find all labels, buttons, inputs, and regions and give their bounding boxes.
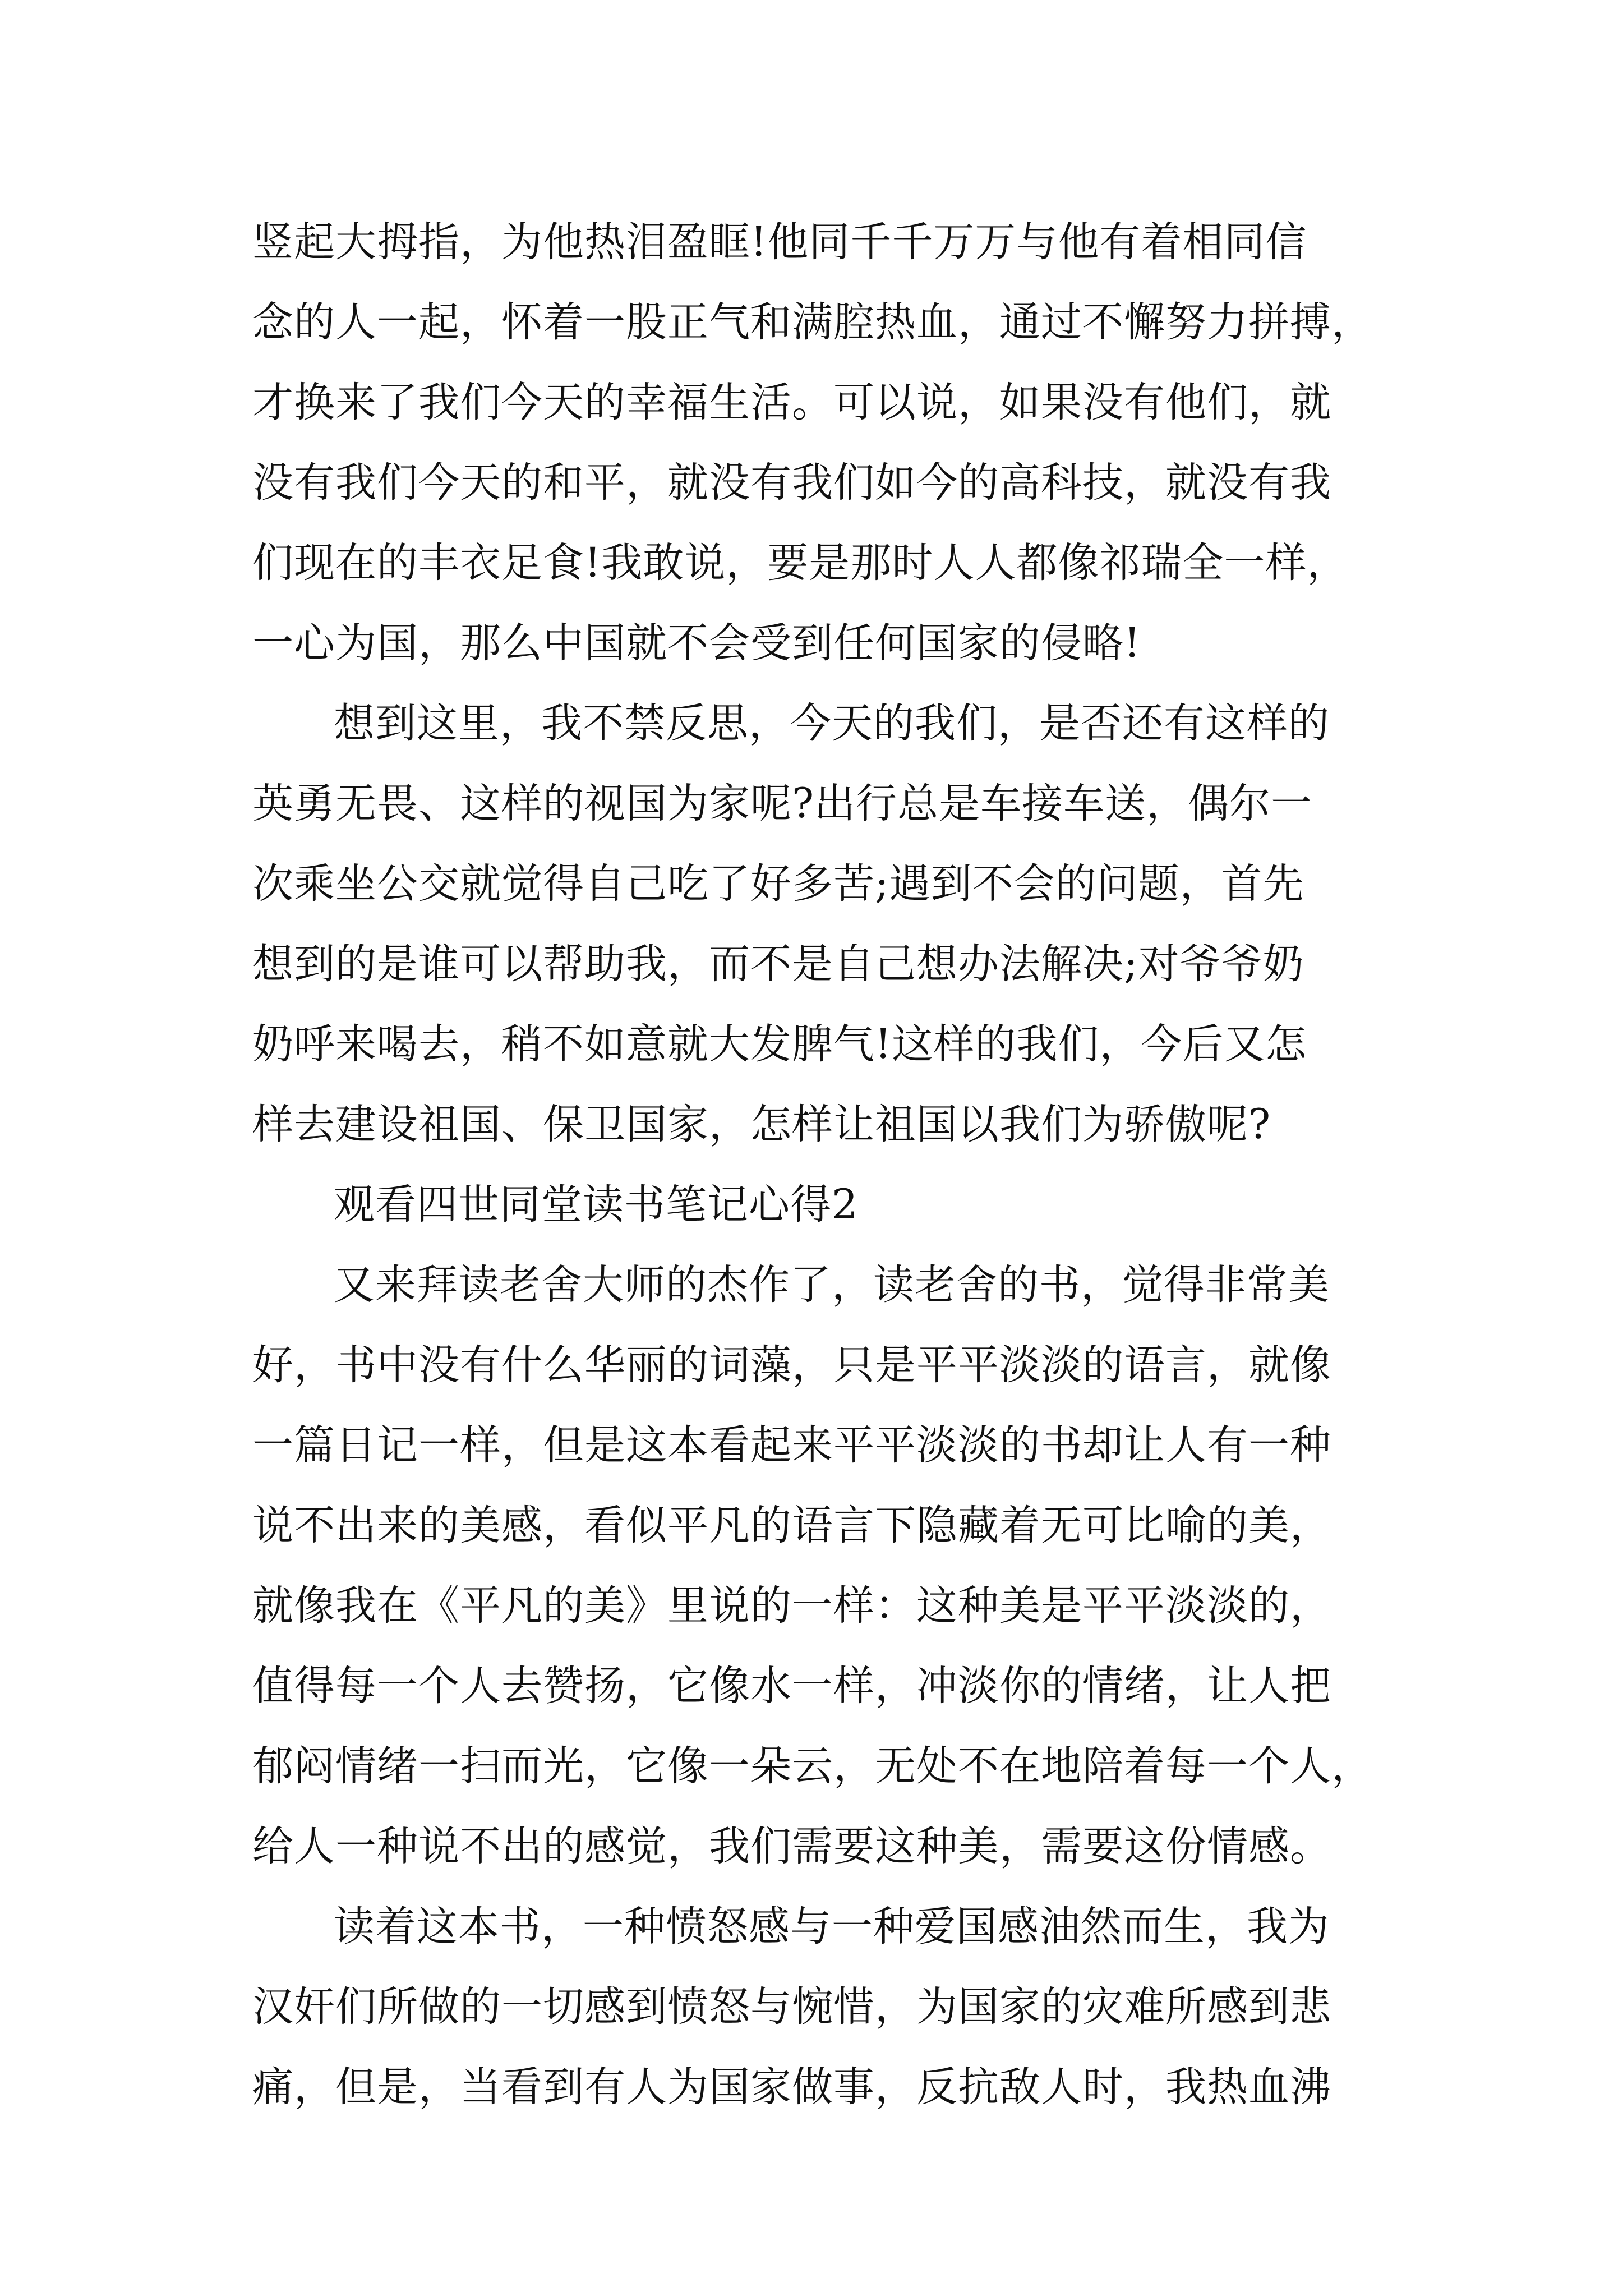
text-line: 痛，但是，当看到有人为国家做事，反抗敌人时，我热血沸 [252, 2063, 1331, 2111]
text-line: 想到的是谁可以帮助我，而不是自己想办法解决;对爷爷奶 [252, 940, 1304, 988]
text-line: 样去建设祖国、保卫国家，怎样让祖国以我们为骄傲呢? [252, 1101, 1271, 1148]
text-line: 次乘坐公交就觉得自己吃了好多苦;遇到不会的问题，首先 [252, 860, 1304, 908]
paragraph-first-line: 想到这里，我不禁反思，今天的我们，是否还有这样的 [334, 700, 1330, 747]
text-line: 说不出来的美感，看似平凡的语言下隐藏着无可比喻的美， [252, 1502, 1331, 1549]
section-heading: 观看四世同堂读书笔记心得2 [334, 1181, 859, 1228]
text-line: 英勇无畏、这样的视国为家呢?出行总是车接车送，偶尔一 [252, 780, 1313, 827]
text-line: 一心为国，那么中国就不会受到任何国家的侵略! [252, 619, 1141, 667]
text-line: 值得每一个人去赞扬，它像水一样，冲淡你的情绪，让人把 [252, 1662, 1331, 1710]
text-line: 好，书中没有什么华丽的词藻，只是平平淡淡的语言，就像 [252, 1341, 1331, 1389]
text-line: 竖起大拇指，为他热泪盈眶!他同千千万万与他有着相同信 [252, 218, 1307, 266]
text-line: 就像我在《平凡的美》里说的一样：这种美是平平淡淡的， [252, 1582, 1331, 1630]
text-line: 郁闷情绪一扫而光，它像一朵云，无处不在地陪着每一个人， [252, 1742, 1373, 1790]
text-line: 一篇日记一样，但是这本看起来平平淡淡的书却让人有一种 [252, 1421, 1331, 1469]
paragraph-first-line: 又来拜读老舍大师的杰作了，读老舍的书，觉得非常美 [334, 1261, 1330, 1309]
text-line: 没有我们今天的和平，就没有我们如今的高科技，就没有我 [252, 459, 1331, 507]
text-line: 才换来了我们今天的幸福生活。可以说，如果没有他们，就 [252, 379, 1331, 426]
text-line: 给人一种说不出的感觉，我们需要这种美，需要这份情感。 [252, 1823, 1331, 1870]
text-line: 奶呼来喝去，稍不如意就大发脾气!这样的我们，今后又怎 [252, 1020, 1307, 1068]
paragraph-first-line: 读着这本书，一种愤怒感与一种爱国感油然而生，我为 [334, 1903, 1330, 1950]
text-line: 念的人一起，怀着一股正气和满腔热血，通过不懈努力拼搏， [252, 298, 1373, 346]
text-line: 汉奸们所做的一切感到愤怒与惋惜，为国家的灾难所感到悲 [252, 1983, 1331, 2031]
text-line: 们现在的丰衣足食!我敢说，要是那时人人都像祁瑞全一样， [252, 539, 1349, 587]
